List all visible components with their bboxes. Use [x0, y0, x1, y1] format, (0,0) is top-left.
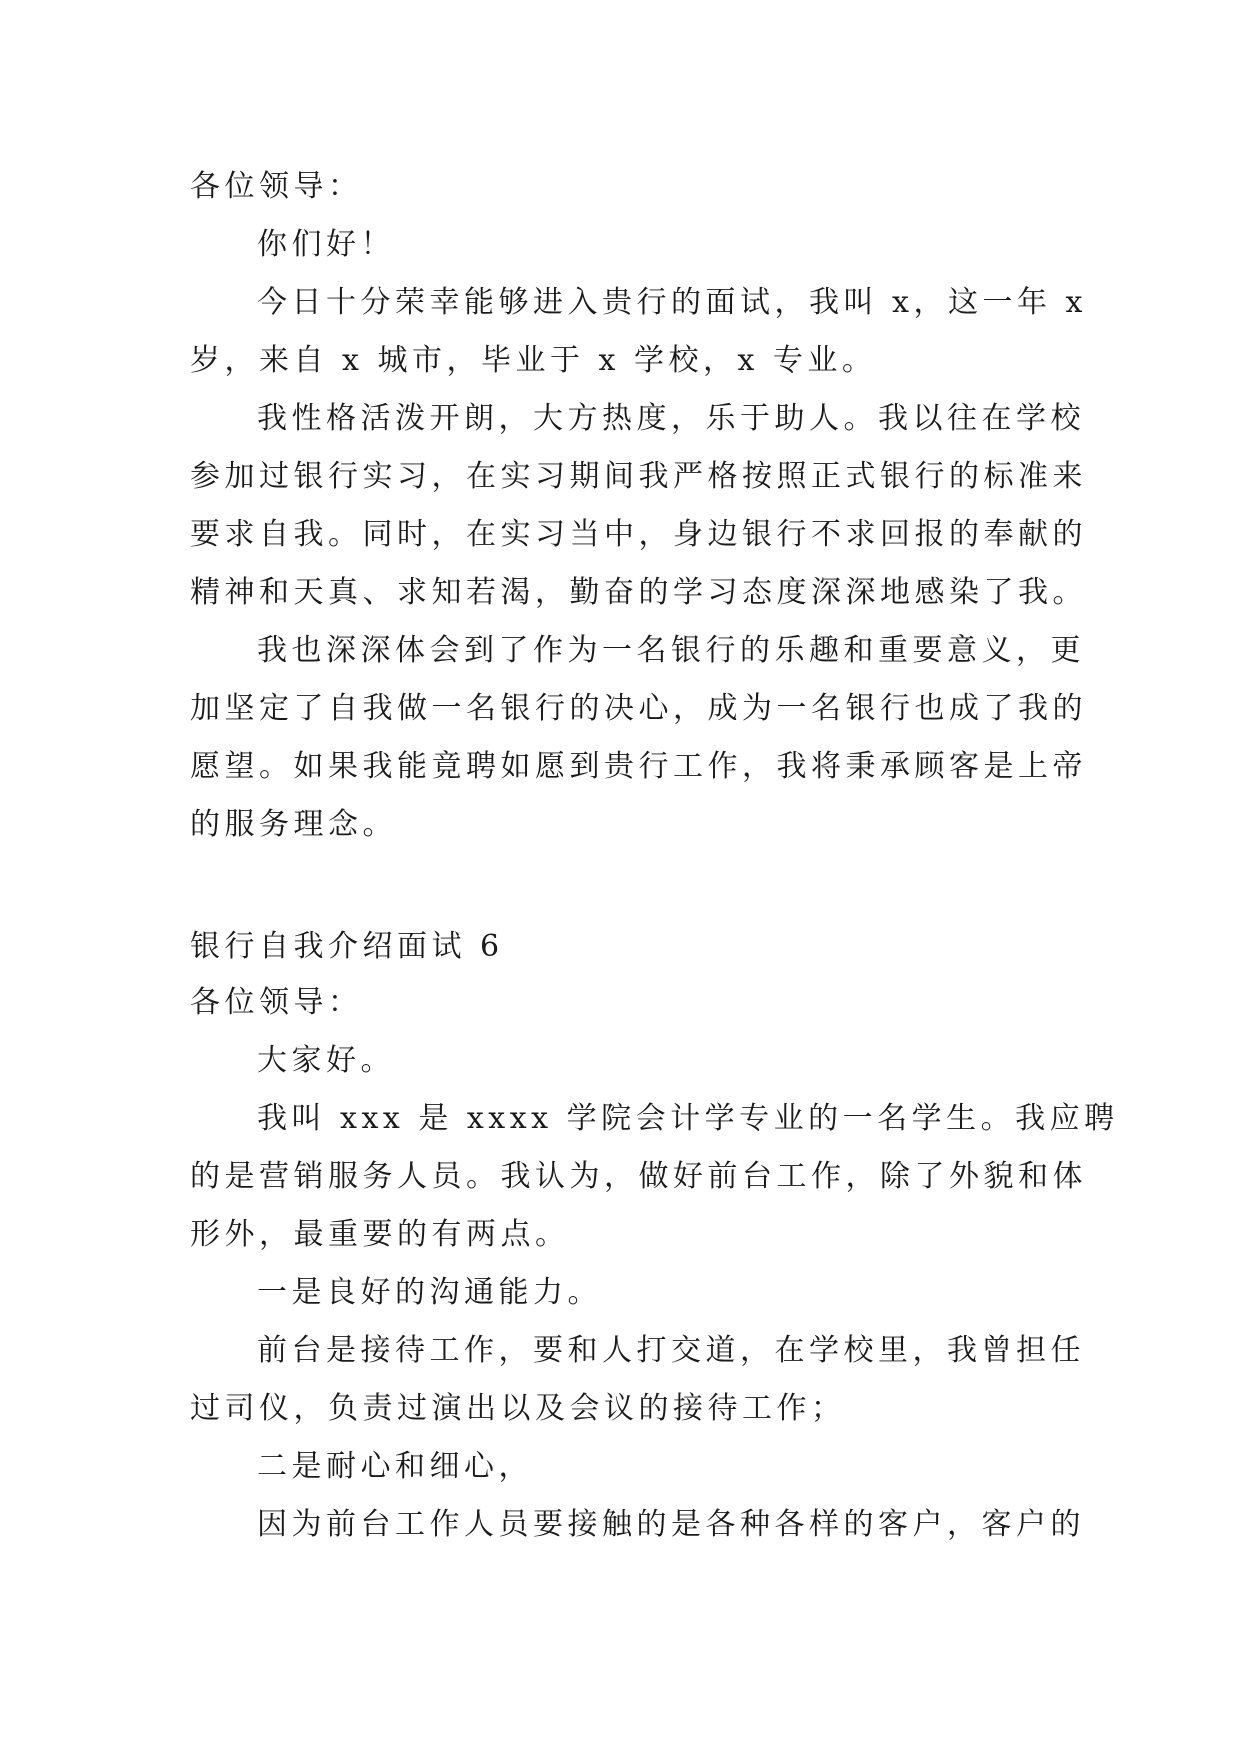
- paragraph-line: 的是营销服务人员。我认为，做好前台工作，除了外貌和体: [190, 1159, 1087, 1194]
- greeting: 大家好。: [257, 1043, 395, 1078]
- salutation: 各位领导：: [190, 985, 363, 1020]
- paragraph-line: 参加过银行实习，在实习期间我严格按照正式银行的标准来: [190, 459, 1087, 494]
- paragraph-line: 精神和天真、求知若渴，勤奋的学习态度深深地感染了我。: [190, 575, 1087, 610]
- paragraph-line: 我也深深体会到了作为一名银行的乐趣和重要意义，更: [257, 633, 1085, 668]
- paragraph-line: 岁，来自 x 城市，毕业于 x 学校，x 专业。: [190, 343, 877, 378]
- paragraph-line: 的服务理念。: [190, 807, 397, 842]
- point-heading: 二是耐心和细心，: [257, 1449, 533, 1484]
- paragraph-line: 过司仪，负责过演出以及会议的接待工作；: [190, 1391, 846, 1426]
- section-title: 银行自我介绍面试 6: [190, 929, 504, 964]
- paragraph-line: 加坚定了自我做一名银行的决心，成为一名银行也成了我的: [190, 691, 1087, 726]
- point-heading: 一是良好的沟通能力。: [257, 1275, 602, 1310]
- salutation: 各位领导：: [190, 169, 363, 204]
- greeting: 你们好！: [257, 227, 395, 262]
- paragraph-line: 我叫 xxx 是 xxxx 学院会计学专业的一名学生。我应聘: [257, 1101, 1119, 1136]
- paragraph-line: 因为前台工作人员要接触的是各种各样的客户，客户的: [257, 1507, 1085, 1542]
- paragraph-line: 要求自我。同时，在实习当中，身边银行不求回报的奉献的: [190, 517, 1087, 552]
- paragraph-line: 愿望。如果我能竟聘如愿到贵行工作，我将秉承顾客是上帝: [190, 749, 1087, 784]
- paragraph-line: 形外，最重要的有两点。: [190, 1217, 570, 1252]
- paragraph-line: 今日十分荣幸能够进入贵行的面试，我叫 x，这一年 x: [257, 285, 1087, 320]
- paragraph-line: 我性格活泼开朗，大方热度，乐于助人。我以往在学校: [257, 401, 1085, 436]
- paragraph-line: 前台是接待工作，要和人打交道，在学校里，我曾担任: [257, 1333, 1085, 1368]
